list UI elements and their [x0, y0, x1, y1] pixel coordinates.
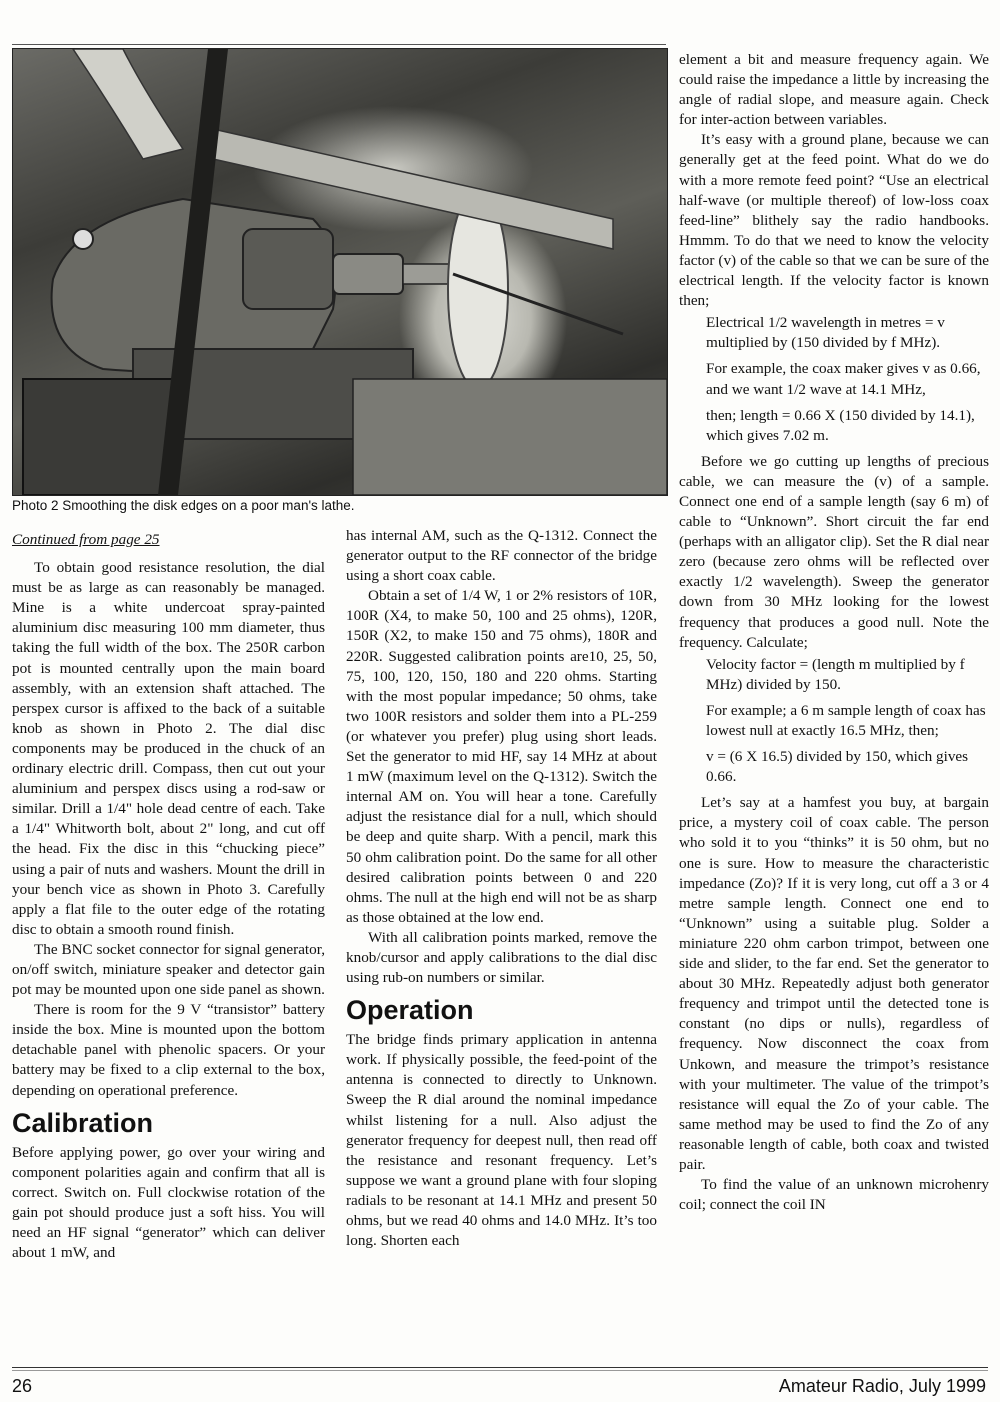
footer-rule: [12, 1367, 988, 1368]
paragraph: To obtain good resistance resolution, the dial must be as large as can reasonably be managed. Mine is a white undercoat spray-painted aluminium disc measuring 100 mm diameter, thus taking the full width of the box. The 250R carbon pot is mounted centrally upon the main board assembly, with an extension shaft attached. The perspex cursor is affixed to the back of a suitable knob as shown in Photo 2. The dial disc components may be produced in the chuck of an ordinary electric drill. Compass, then cut out your aluminium and perspex discs using a rod-saw or similar. Drill a 1/4" hole dead centre of each. Take a 1/4" Whitworth bolt, about 2" long, and cut off the head. Fix the disc in this “chucking piece” using a pair of nuts and washers. Mount the drill in your bench vice as shown in Photo 3. Carefully apply a flat file to the outer edge of the rotating disc to obtain a smooth round finish.: [12, 559, 325, 938]
top-rule: [12, 44, 666, 45]
column-3: [679, 50, 989, 1215]
formula: v = (6 X 16.5) divided by 150, which gives 0.66.: [706, 748, 969, 786]
formula: For example; a 6 m sample length of coax has lowest null at exactly 16.5 MHz, then;: [706, 701, 986, 739]
paragraph: Before applying power, go over your wiring and component polarities again and confirm that all is correct. Switch on. Full clockwise rotation of the gain pot should produce just a soft hiss. You will need an HF signal “generator” which can deliver about 1 mW, and: [12, 1143, 325, 1262]
paragraph: It’s easy with a ground plane, because we can generally get at the feed point. What do we do with a more remote feed point? “Use an electrical half-wave (or multiple thereof) of low-loss coax feed-line” blithely say the radio handbooks. Hmmm. To do that we need to know the velocity factor (v) of the cable so that we can be sure of the electrical length. If the velocity factor is known then;: [679, 131, 989, 310]
section-heading-calibration: Calibration: [12, 1107, 154, 1138]
continued-from-link[interactable]: Continued from page 25: [12, 531, 160, 548]
paragraph: Let’s say at a hamfest you buy, at bargain price, a mystery coil of coax cable. The person who sold it to you “thinks” it is 50 ohm, but no one is sure. How to measure the characteristic impedance (Zo)? If it is very long, cut off a 3 or 4 metre sample length. Connect one end to “Unknown” using a suitable plug. Solder a miniature 220 ohm carbon trimpot, between one side and slider, to the far end. Set the generator to about 30 MHz. Repeatedly adjust both generator frequency and trimpot until the detected tone is constant (no dips or nulls), regardless of frequency. Now disconnect the coax from Unkown, and measure the trimpot’s resistance with your multimeter. The value of the trimpot’s resistance will equal the Zo of your cable. The same method may be used to find the Zo of any reasonable length of cable, both coax and twisted pair.: [679, 794, 989, 1173]
footer-rule-thin: [12, 1370, 988, 1371]
paragraph: The bridge finds primary application in antenna work. If physically possible, the feed-point of the antenna is connected to directly to Unknown. Sweep the R dial around the nominal impedance whilst listening for a null. Also adjust the generator frequency for deepest null, then read off the resistance and resonant frequency. Let’s suppose we want a ground plane with four sloping radials to be resonant at 14.1 MHz and present 50 ohms, but we read 40 ohms and 14.0 MHz. It’s too long. Shorten each: [346, 1031, 657, 1250]
section-heading-operation: Operation: [346, 995, 474, 1026]
formula: Electrical 1/2 wavelength in metres = v multiplied by (150 divided by f MHz).: [706, 314, 945, 352]
paragraph: Obtain a set of 1/4 W, 1 or 2% resistors of 10R, 100R (X4, to make 50, 100 and 25 ohms), 120R, 150R (X2, to make 150 and 75 ohms), 180R and 220R. Suggested calibration points are10, 25, 50, 75, 100, 120, 150, 180 and 220 ohms. Starting with the most popular impedance; 50 ohms, take two 100R resistors and solder them into a PL-259 (or whatever you prefer) plug using short leads. Set the generator to mid HF, say 14 MHz at about 1 mW (maximum level on the Q-1312). Switch the internal AM on. You will hear a tone. Carefully adjust the resistance dial for a null, which should be deep and quite sharp. With a pencil, mark this 50 ohm calibration point. Do the same for all other desired calibration points between 0 and 220 ohms. The null at the high end will not be as sharp as those obtained at the low end.: [346, 587, 657, 926]
column-1: [12, 530, 325, 1263]
lathe-illustration: [13, 49, 667, 495]
paragraph: element a bit and measure frequency again. We could raise the impedance a little by increasing the angle of radial slope, and measure again. Check for inter-action between variables.: [679, 51, 989, 129]
paragraph: The BNC socket connector for signal generator, on/off switch, miniature speaker and detector gain pot may be mounted upon one side panel as shown.: [12, 940, 325, 999]
formula: Velocity factor = (length m multiplied by f MHz) divided by 150.: [706, 655, 965, 693]
journal-title: Amateur Radio, July 1999: [778, 1376, 986, 1396]
column-2: [346, 526, 657, 1251]
photo-caption: Photo 2 Smoothing the disk edges on a poor man's lathe.: [12, 498, 355, 513]
paragraph: With all calibration points marked, remove the knob/cursor and apply calibrations to the dial disc using rub-on numbers or similar.: [346, 928, 657, 987]
paragraph: has internal AM, such as the Q-1312. Connect the generator output to the RF connector of the bridge using a short coax cable.: [346, 527, 657, 585]
lathe-photo: [12, 48, 668, 496]
paragraph: Before we go cutting up lengths of precious cable, we can measure the (v) of a sample. Connect one end of a sample length (say 6 m) of cable to “Unknown”. Short circuit the far end (perhaps with an alligator clip). Set the R dial near zero (because zero ohms will be reflected over exactly 1/2 wavelength). Sweep the generator down from 30 MHz looking for the lowest frequency that produces a good null. Note the frequency. Calculate;: [679, 452, 989, 651]
paragraph: There is room for the 9 V “transistor” battery inside the box. Mine is mounted upon the bottom detachable panel with phenolic spacers. Or your battery may be fixed to a clip external to the box, depending on operational preference.: [12, 1001, 325, 1099]
formula: then; length = 0.66 X (150 divided by 14.1), which gives 7.02 m.: [706, 406, 975, 444]
formula: For example, the coax maker gives v as 0.66, and we want 1/2 wave at 14.1 MHz,: [706, 360, 981, 398]
page-number: 26: [12, 1376, 33, 1396]
paragraph: To find the value of an unknown microhenry coil; connect the coil IN: [679, 1176, 989, 1214]
